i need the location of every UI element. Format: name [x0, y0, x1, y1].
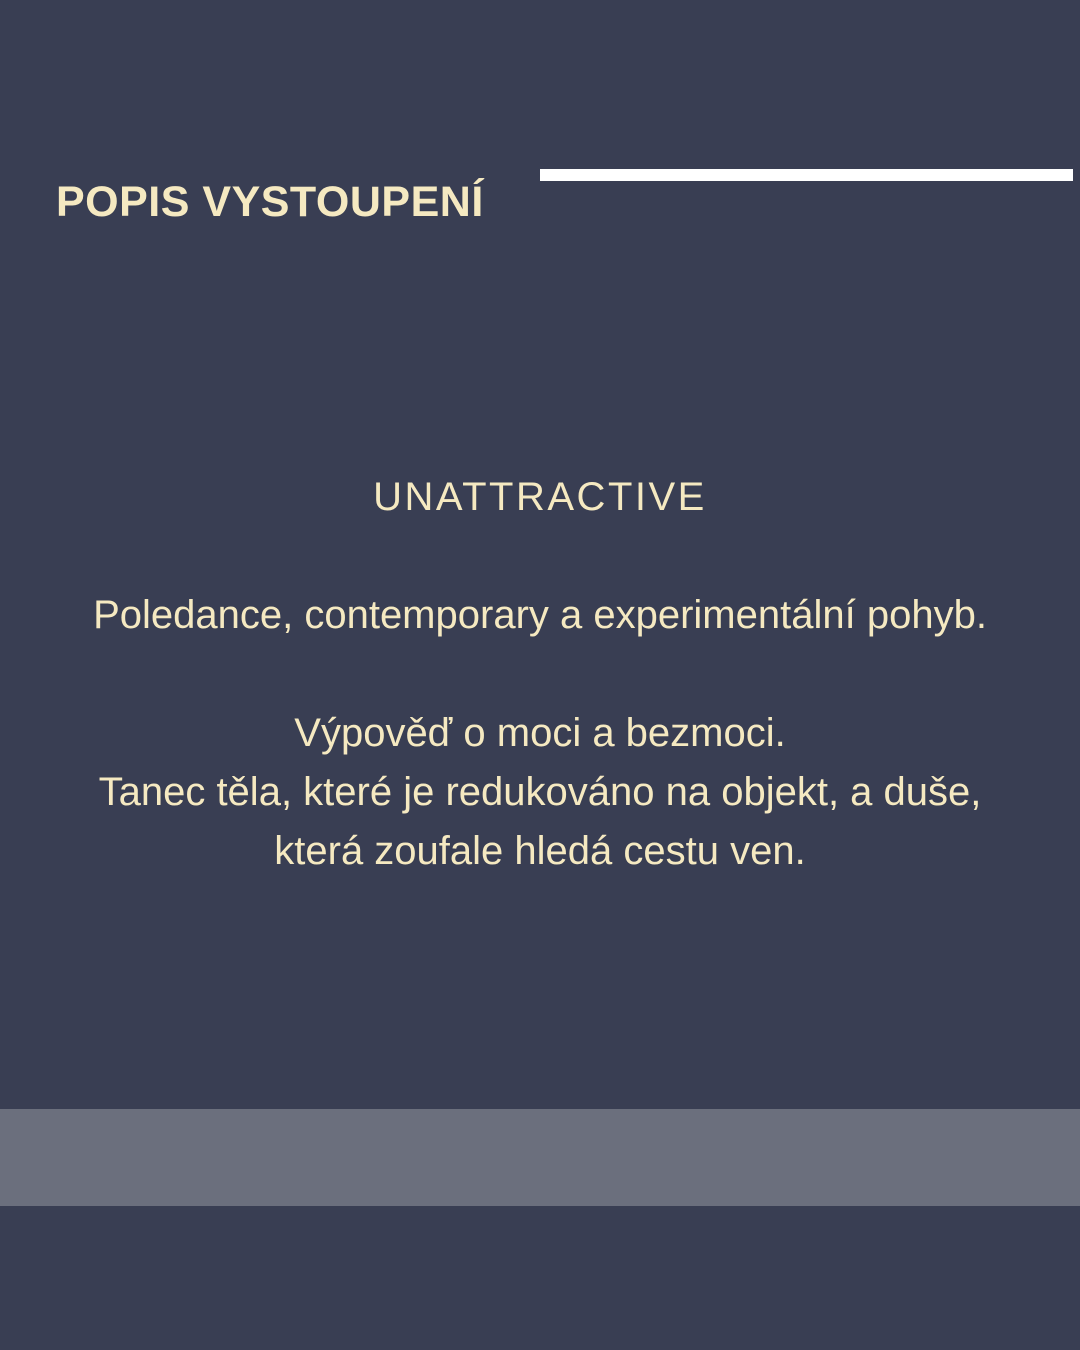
page-title: POPIS VYSTOUPENÍ — [56, 177, 484, 226]
paragraph-spacer — [0, 645, 1080, 704]
performance-description — [0, 468, 1080, 881]
footer-band — [0, 1109, 1080, 1206]
show-title: UNATTRACTIVE — [373, 475, 707, 519]
style-description-line: Poledance, contemporary a experimentální pohyb. — [93, 593, 987, 637]
statement-line-3: která zoufale hledá cestu ven. — [274, 829, 806, 873]
statement-line-2: Tanec těla, které je redukováno na objekt, a duše, — [98, 770, 982, 814]
statement-line-1: Výpověď o moci a bezmoci. — [294, 711, 786, 755]
title-divider-line — [540, 169, 1073, 181]
